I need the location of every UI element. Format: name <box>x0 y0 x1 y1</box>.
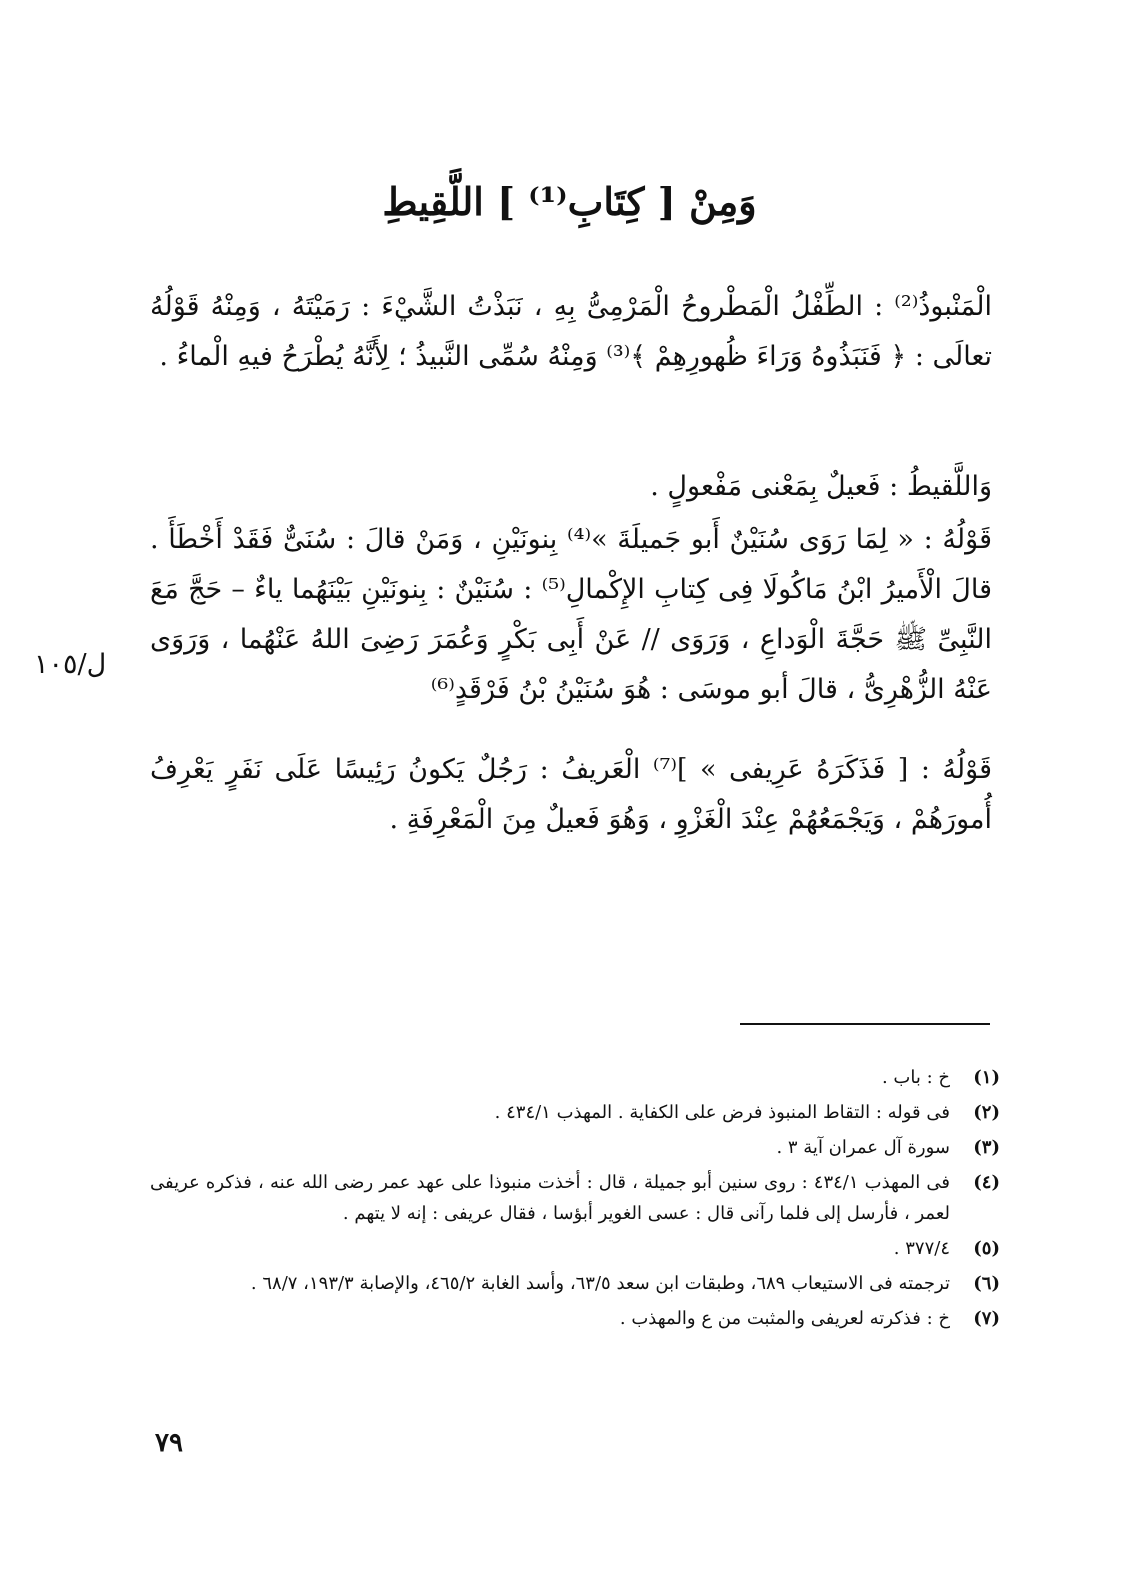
footnote-text: سورة آل عمران آية ٣ . <box>776 1137 950 1158</box>
footnote-number: (٥) <box>973 1238 1000 1259</box>
footnote-text: فى قوله : التقاط المنبوذ فرض على الكفاية . المهذب ٤٣٤/١ . <box>494 1102 950 1123</box>
footnotes <box>150 1062 1000 1338</box>
paragraph: وَاللَّقيطُ : فَعيلٌ بِمَعْنى مَفْعولٍ . <box>650 471 992 502</box>
paragraph: الْمَنْبوذُ⁽²⁾ : الطِّفْلُ الْمَطْروحُ الْمَرْمِىُّ بِهِ ، نَبَذْتُ الشَّيْءَ : رَمَيْتَهُ ، وَمِنْهُ قَوْلُهُ تعالَى : ﴿ فَنَبَذُوهُ وَرَاءَ ظُهورِهِمْ ﴾⁽³⁾ وَمِنْهُ سُمِّى النَّبيذُ ؛ لِأَنَّهُ يُطْرَحُ فيهِ الْماءُ . <box>150 291 992 372</box>
footnote <box>150 1062 1000 1093</box>
footnote-separator <box>740 1023 990 1025</box>
footnote-text: ٣٧٧/٤ . <box>893 1238 950 1259</box>
page-number: ٧٩ <box>155 1428 183 1458</box>
footnote <box>150 1268 1000 1299</box>
footnote-text: فى المهذب ٤٣٤/١ : روى سنين أبو جميلة ، قال : أخذت منبوذا على عهد عمر رضى الله عنه ، فذكره عريفى لعمر ، فأرسل إلى فلما رآنى قال : عسى الغوير أبؤسا ، فقال عريفى : إنه لا يتهم . <box>150 1172 950 1224</box>
footnote-text: خ : فذكرته لعريفى والمثبت من ع والمهذب . <box>619 1308 950 1329</box>
footnote-number: (٦) <box>973 1273 1000 1294</box>
footnote <box>150 1167 1000 1229</box>
footnote-number: (٤) <box>973 1172 1000 1193</box>
footnote-number: (٣) <box>973 1137 1000 1158</box>
footnote <box>150 1097 1000 1128</box>
margin-manuscript-ref: ل/١٠٥ <box>34 649 107 680</box>
footnote <box>150 1303 1000 1334</box>
footnote <box>150 1132 1000 1163</box>
paragraph: قَوْلُهُ : [ فَذَكَرَهُ عَرِيفى » ]⁽⁷⁾ الْعَريفُ : رَجُلٌ يَكونُ رَئِيسًا عَلَى نَفَرٍ يَعْرِفُ أُمورَهُمْ ، وَيَجْمَعُهُمْ عِنْدَ الْغَزْوِ ، وَهُوَ فَعيلٌ مِنَ الْمَعْرِفَةِ . <box>150 754 992 835</box>
paragraph: قَوْلُهُ : « لِمَا رَوَى سُنَيْنٌ أَبو جَميلَةَ »⁽⁴⁾ بِنونَيْنِ ، وَمَنْ قالَ : سُنَىٌّ فَقَدْ أَخْطَأَ . قالَ الْأَميرُ ابْنُ مَاكُولَا فِى كِتابِ الإِكْمالِ⁽⁵⁾ : سُنَيْنٌ : بِنونَيْنِ بَيْنَهُما ياءٌ – حَجَّ مَعَ النَّبِىِّ ﷺ حَجَّةَ الْوَداعِ ، وَرَوَى // عَنْ أَبِى بَكْرٍ وَعُمَرَ رَضِىَ اللهُ عَنْهُما ، وَرَوَى عَنْهُ الزُّهْرِىُّ ، قالَ أبو موسَى : هُوَ سُنَيْنُ بْنُ فَرْقَدٍ⁽⁶⁾ <box>150 524 992 705</box>
footnote-text: ترجمته فى الاستيعاب ٦٨٩، وطبقات ابن سعد ٦٣/٥، وأسد الغابة ٤٦٥/٢، والإصابة ١٩٣/٣، ٦٨/٧ . <box>250 1273 950 1294</box>
footnote-number: (٧) <box>973 1308 1000 1329</box>
footnote <box>150 1233 1000 1264</box>
footnote-number: (٢) <box>973 1102 1000 1123</box>
footnote-text: خ : باب . <box>881 1067 950 1088</box>
footnote-number: (١) <box>973 1067 1000 1088</box>
chapter-title: وَمِنْ [ كِتَابِ⁽¹⁾ ] اللَّقِيطِ <box>382 179 757 224</box>
